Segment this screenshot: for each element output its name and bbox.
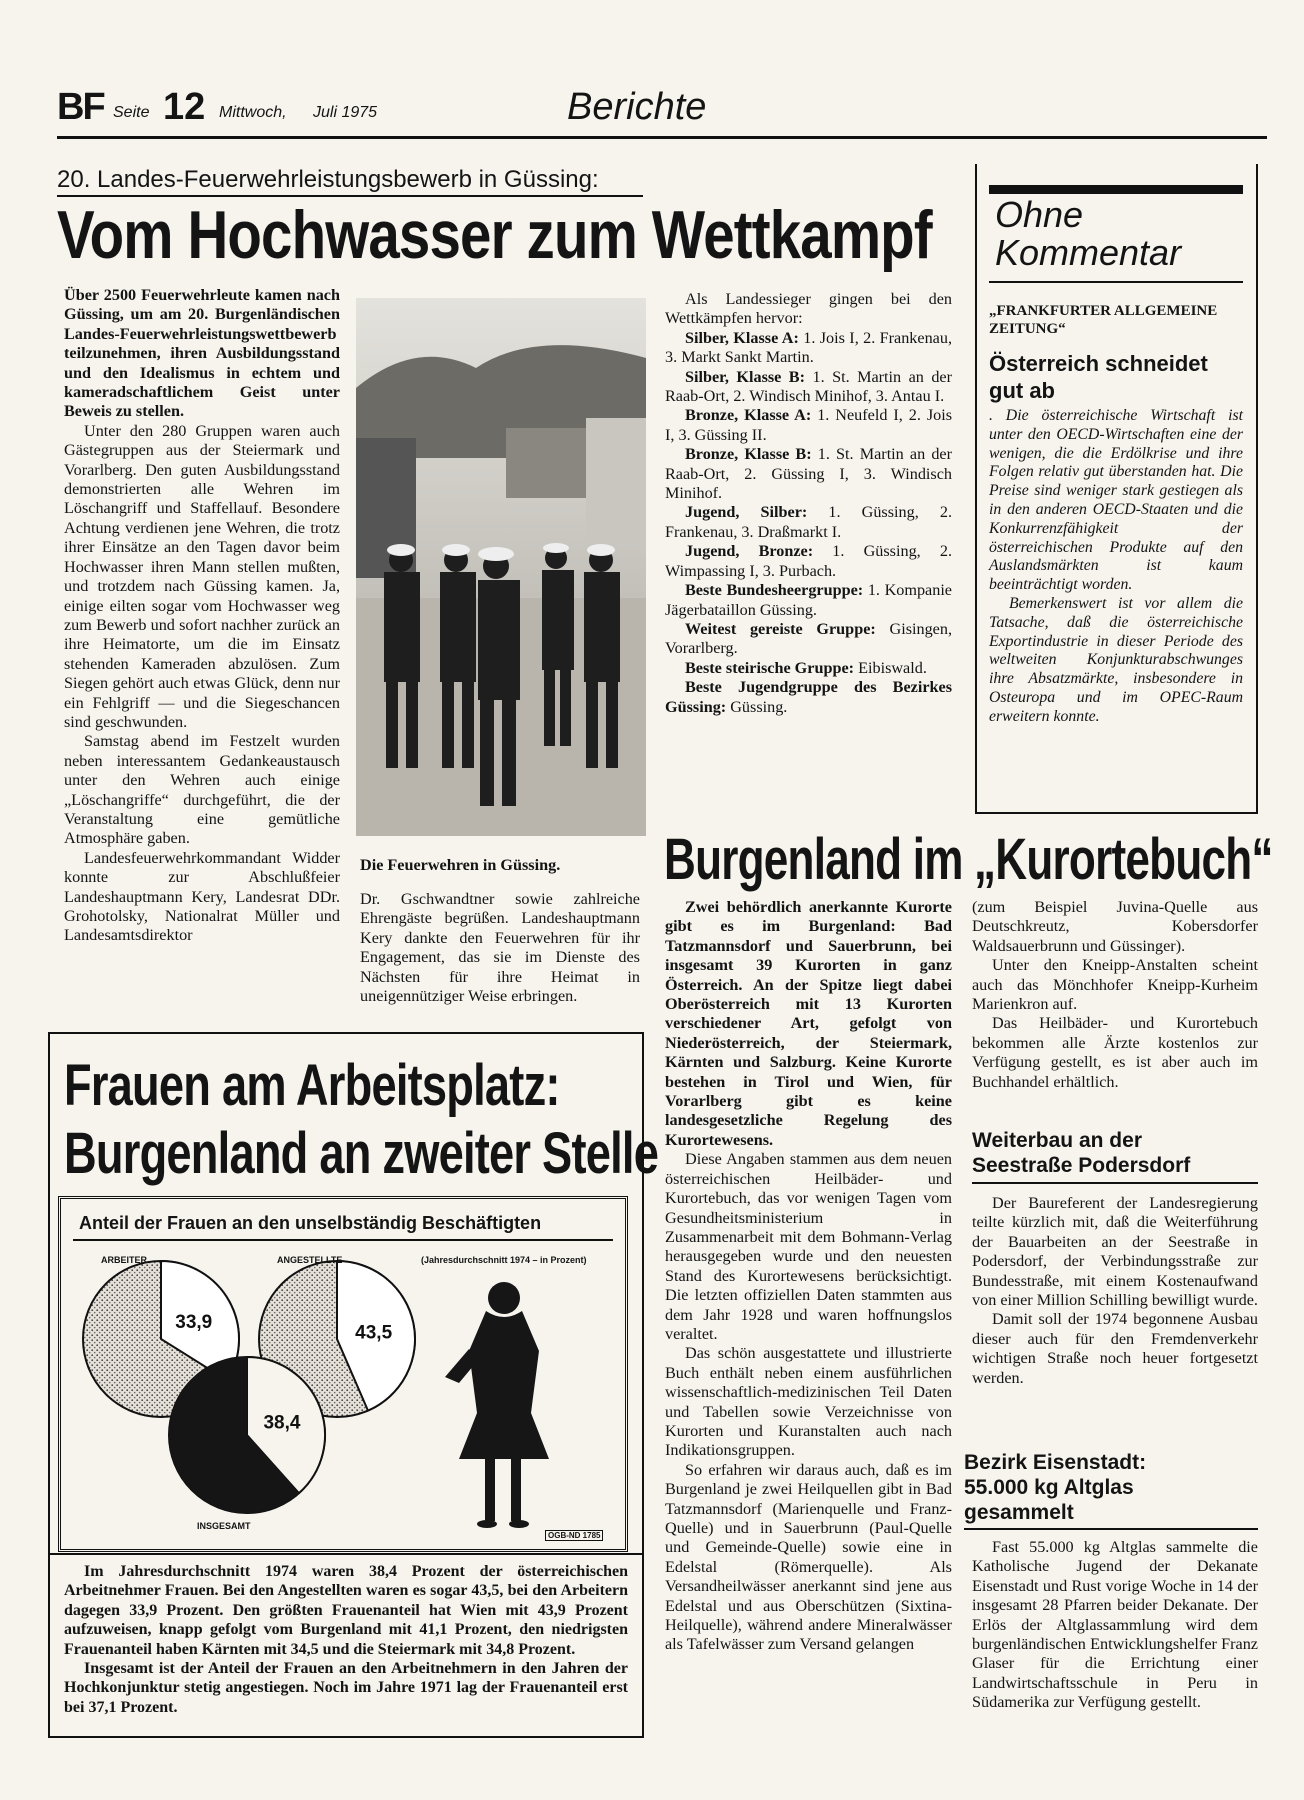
pie-value-label: 38,4 <box>263 1412 301 1434</box>
winner-label: Jugend, Silber: <box>685 503 808 522</box>
photo-caption: Die Feuerwehren in Güssing. <box>360 856 561 874</box>
winner-text: 1. Güssing, 2. Wimpassing I, 3. Purbach. <box>665 542 952 580</box>
winners-intro: Als Landessieger gingen bei den Wettkämpfen hervor: <box>665 290 952 328</box>
winner-text: Gisingen, Vorarlberg. <box>665 619 952 658</box>
lead-kicker: 20. Landes-Feuerwehrleistungsbewerb in Güssing: <box>57 166 599 193</box>
seestrasse-para: Damit soll der 1974 begonnene Ausbau dieser auch für den Fremdenverkehr wichtigen Straße noch heuer fortgesetzt werden. <box>972 1310 1258 1387</box>
frauen-para: Im Jahresdurchschnitt 1974 waren 38,4 Prozent der österreichischen Arbeitnehmer Frauen. Bei den Angestellten waren es sogar 43,5, bei den Arbeitern dagegen 33,9 Prozent. Den größten Frauenanteil hat Wien mit 43,9 Prozent aufzuweisen, knapp gefolgt vom Burgenland mit 41,1 Prozent, den niedrigsten Frauenanteil haben Kärnten mit 34,5 und die Steiermark mit 34,8 Prozent. <box>64 1563 628 1658</box>
kurort-headline-right: „Kurortebuch“ <box>974 827 1273 892</box>
winners-column <box>665 290 952 717</box>
winner-item <box>665 503 952 542</box>
kurort-column-2 <box>972 898 1258 1092</box>
kommentar-title-2: Kommentar <box>995 232 1182 273</box>
kommentar-source: „FRANKFURTER ALLGEMEINE ZEITUNG“ <box>989 303 1218 337</box>
kurort-para: Unter den Kneipp-Anstalten scheint auch das Mönchhofer Kneipp-Kurheim Marienkron auf. <box>972 956 1258 1014</box>
lead-intro: Über 2500 Feuerwehrleute kamen nach Güssing, um am 20. Burgenländischen Landes-Feuerwehrleistungswettbewerb teilzunehmen, ihren Ausbildungsstand und den Idealismus in echtem und kameradschaftlichem Geist unter Beweis zu stellen. <box>64 286 340 421</box>
kommentar-body <box>989 407 1243 727</box>
lead-headline: Vom Hochwasser zum Wettkampf <box>57 197 932 273</box>
page-number: 12 <box>163 86 206 128</box>
winner-item <box>665 659 952 678</box>
winner-label: Beste Jugendgruppe des Bezirkes Güssing: <box>665 678 952 716</box>
chart-source-code: OGB-ND 1785 <box>545 1530 603 1541</box>
altglas-rule <box>964 1528 1258 1530</box>
masthead <box>57 86 1267 134</box>
kommentar-para: . Die österreichische Wirtschaft ist unter den OECD-Wirtschaften eine der wenigen, die die Erdölkrise und ihre Folgen relativ gut überstanden hat. Die Preise sind weniger stark gestiegen als in den anderen OECD-Staaten und die Konkurrenzfähigkeit der österreichischen Produkte auf den Auslandsmärkten ist kaum beeinträchtigt worden. <box>989 407 1243 594</box>
kommentar-para: Bemerkenswert ist vor allem die Tatsache, daß die österreichische Exportindustrie in dieser Periode des weltweiten Konjunkturabschwunges ihre Absatzmärkte, insbesondere in Osteuropa und im OPEC-Raum erweitern konnte. <box>989 594 1243 725</box>
winner-item <box>665 329 952 368</box>
series-label-insgesamt: INSGESAMT <box>197 1521 251 1531</box>
kurort-para: Das Heilbäder- und Kurortebuch bekommen alle Ärzte kostenlos zur Verfügung gestellt, es ist aber auch im Buchhandel erhältlich. <box>972 1014 1258 1091</box>
masthead-rule <box>57 136 1267 139</box>
kommentar-title-1: Ohne <box>995 194 1084 235</box>
winner-text: Güssing. <box>730 697 788 716</box>
kurort-lead: Zwei behördlich anerkannte Kurorte gibt es im Burgenland: Bad Tatzmannsdorf und Sauerbrunn, bei insgesamt 39 Kurorten in ganz Österreich. An der Spitze liegt dabei Oberösterreich mit 13 Kurorten verschiedener Art, gefolgt von Niederösterreich, der Steiermark, Kärnten und Salzburg. Keine Kurorte bestehen in Tirol und Wien, für Vorarlberg gibt es keine landesgesetzliche Regelung des Kurortewesens. <box>665 898 952 1149</box>
kurort-headline-left: Burgenland im <box>664 827 963 892</box>
winner-label: Silber, Klasse B: <box>685 367 805 386</box>
winner-label: Silber, Klasse A: <box>685 328 799 347</box>
kurort-para: Das schön ausgestattete und illustrierte Buch enthält neben einem ausführlichen wissenschaftlich-medizinischen Teil Daten und Tabellen sowie Verzeichnisse von Kurorten und Kuranstalten auch nach Indikationsgruppen. <box>665 1344 952 1460</box>
series-label-angestellte: ANGESTELLTE <box>277 1255 343 1265</box>
winner-text: 1. St. Martin an der Raab-Ort, 2. Windisch Minihof, 3. Antau I. <box>665 367 952 406</box>
section-title: Berichte <box>567 86 707 128</box>
frauen-headline-1: Frauen am Arbeitsplatz: <box>64 1053 560 1118</box>
frauen-text <box>64 1562 628 1717</box>
issue-date: Juli 1975 <box>313 104 378 121</box>
kommentar-title-rule <box>989 281 1243 283</box>
chart-subtitle: (Jahresdurchschnitt 1974 – in Prozent) <box>421 1255 587 1265</box>
publication-logo: BF <box>57 86 104 128</box>
winner-item <box>665 445 952 503</box>
lead-paragraph: Unter den 280 Gruppen waren auch Gästegruppen aus der Steiermark und Vorarlberg. Den guten Ausbildungsstand demonstrierten alle Wehren im Löschangriff und Staffellauf. Besondere Achtung verdienen jene Wehren, die trotz ihrer Einsätze an den Tagen davor beim Hochwasser ihren Mann stellen mußten, und trotzdem nach Güssing kamen. Ja, einige eilten sogar vom Hochwasser weg zum Bewerb und sofort nachher zurück an ihre Heimatorte, um die im Einsatz stehenden Kameraden abzulösen. Zum Siegen gehört auch etwas Glück, denn nur ein Fehlgriff — und die Siegeschancen sind geschwunden. <box>64 421 340 731</box>
winner-text: 1. Kompanie Jägerbataillon Güssing. <box>665 581 952 619</box>
kurort-para: So erfahren wir daraus auch, daß es im Burgenland je zwei Heilquellen gibt in Bad Tatzmannsdorf (Marienquelle und Franz-Quelle) und in Sauerbrunn (Paul-Quelle und Gemeinde-Quelle) sowie eine in Edelstal (Römerquelle). Als Versandheilwässer anerkannt sind jene aus Edelstal und aus Oberschützen (Sixtina-Heilquelle), während andere Mineralwässer als Tafelwässer zum Versand gelangen <box>665 1460 952 1654</box>
pie-value-label: 43,5 <box>355 1322 393 1344</box>
kommentar-headline: Österreich schneidet gut ab <box>989 351 1208 403</box>
frauen-text-rule <box>48 1553 644 1555</box>
pie-chart-svg <box>61 1199 625 1549</box>
issue-weekday: Mittwoch, <box>219 104 287 121</box>
seestrasse-body <box>972 1194 1258 1388</box>
seestrasse-headline: Weiterbau an der Seestraße Podersdorf <box>972 1129 1191 1177</box>
kommentar-top-bar <box>989 185 1243 194</box>
winner-text: 1. Neufeld I, 2. Jois I, 3. Güssing II. <box>665 406 953 444</box>
altglas-headline: Bezirk Eisenstadt: 55.000 kg Altglas gesammelt <box>964 1451 1147 1524</box>
firefighters-photo <box>356 298 646 836</box>
winner-item <box>665 368 952 407</box>
chart-title: Anteil der Frauen an den unselbständig Beschäftigten <box>79 1213 542 1233</box>
winner-item <box>665 542 952 581</box>
frauen-chart <box>58 1196 628 1552</box>
chart-title-rule <box>73 1239 613 1241</box>
winner-item <box>665 406 952 445</box>
frauen-para: Insgesamt ist der Anteil der Frauen an den Arbeitnehmern in den Jahren der Hochkonjunktur stetig angestiegen. Noch im Jahre 1971 lag der Frauenanteil erst bei 37,1 Prozent. <box>64 1660 628 1716</box>
pie-value-label: 33,9 <box>175 1311 213 1333</box>
winner-item <box>665 678 952 717</box>
winner-label: Beste steirische Gruppe: <box>685 658 855 677</box>
winner-text: 1. Jois I, 2. Frankenau, 3. Markt Sankt Martin. <box>665 328 952 367</box>
kurort-para: Diese Angaben stammen aus dem neuen österreichischen Heilbäder- und Kurortebuch, das vor wenigen Tagen vom Gesundheitsministerium in Zusammenarbeit mit dem Bohmann-Verlag herausgegeben wurde und den neuesten Stand des Kurortewesens berücksichtigt. Die letzten offiziellen Daten stammten aus dem Jahr 1928 und waren hoffnungslos veraltet. <box>665 1150 952 1343</box>
lead-continuation: Dr. Gschwandtner sowie zahlreiche Ehrengäste begrüßen. Landeshauptmann Kery dankte den Feuerwehren für ihr Engagement, das sie im Dienste des Nächsten für ihre Heimat in uneigennütziger Weise erbringen. <box>360 890 640 1006</box>
page-label: Seite <box>113 104 150 121</box>
winner-text: 1. St. Martin an der Raab-Ort, 2. Güssing I, 3. Windisch Minihof. <box>665 445 952 503</box>
winner-label: Bronze, Klasse A: <box>685 406 812 425</box>
lead-column-1 <box>64 286 340 946</box>
seestrasse-rule <box>972 1182 1258 1184</box>
winner-text: Eibiswald. <box>858 658 927 677</box>
kurort-para: (zum Beispiel Juvina-Quelle aus Deutschkreutz, Kobersdorfer Waldsauerbrunn und Güssinger). <box>972 898 1258 955</box>
series-label-arbeiter: ARBEITER <box>101 1255 148 1265</box>
frauen-headline-2: Burgenland an zweiter Stelle <box>64 1121 659 1186</box>
lead-paragraph: Samstag abend im Festzelt wurden neben interessantem Gedankeaustausch unter den Wehren auch einige „Löschangriffe“ durchgeführt, die der Veranstaltung eine gemütliche Atmosphäre gaben. <box>64 732 340 848</box>
kommentar-box <box>975 164 1258 814</box>
woman-silhouette-icon <box>445 1282 549 1528</box>
seestrasse-para: Der Baureferent der Landesregierung teilte kürzlich mit, daß die Weiterführung der Bauarbeiten an der Seestraße in Podersdorf, der Verbindungsstraße zur Bundesstraße, mit einem Kostenaufwand von einer Million Schilling bewilligt wurde. <box>972 1194 1258 1310</box>
winner-label: Bronze, Klasse B: <box>685 445 812 464</box>
winner-item <box>665 581 952 620</box>
altglas-body <box>972 1538 1258 1713</box>
lead-column-2 <box>360 890 640 1006</box>
winner-item <box>665 620 952 659</box>
lead-paragraph: Landesfeuerwehrkommandant Widder konnte zur Abschlußfeier Landeshauptmann Kery, Landesrat DDr. Grohotolsky, Nationalrat Müller und Landesamtsdirektor <box>64 848 340 945</box>
altglas-para: Fast 55.000 kg Altglas sammelte die Katholische Jugend der Dekanate Eisenstadt und Rust vorige Woche in 14 der insgesamt 28 Pfarren beider Dekanate. Der Erlös der Altglassammlung wird dem burgenländischen Entwicklungshelfer Franz Glaser für die Errichtung einer Landwirtschaftsschule in Peru in Südamerika zur Verfügung gestellt. <box>972 1538 1258 1712</box>
winner-label: Beste Bundesheergruppe: <box>685 581 864 600</box>
winner-label: Weitest gereiste Gruppe: <box>685 619 876 638</box>
winner-text: 1. Güssing, 2. Frankenau, 3. Draßmarkt I. <box>665 503 952 541</box>
winner-label: Jugend, Bronze: <box>685 542 814 561</box>
kurort-column-1 <box>665 898 952 1655</box>
